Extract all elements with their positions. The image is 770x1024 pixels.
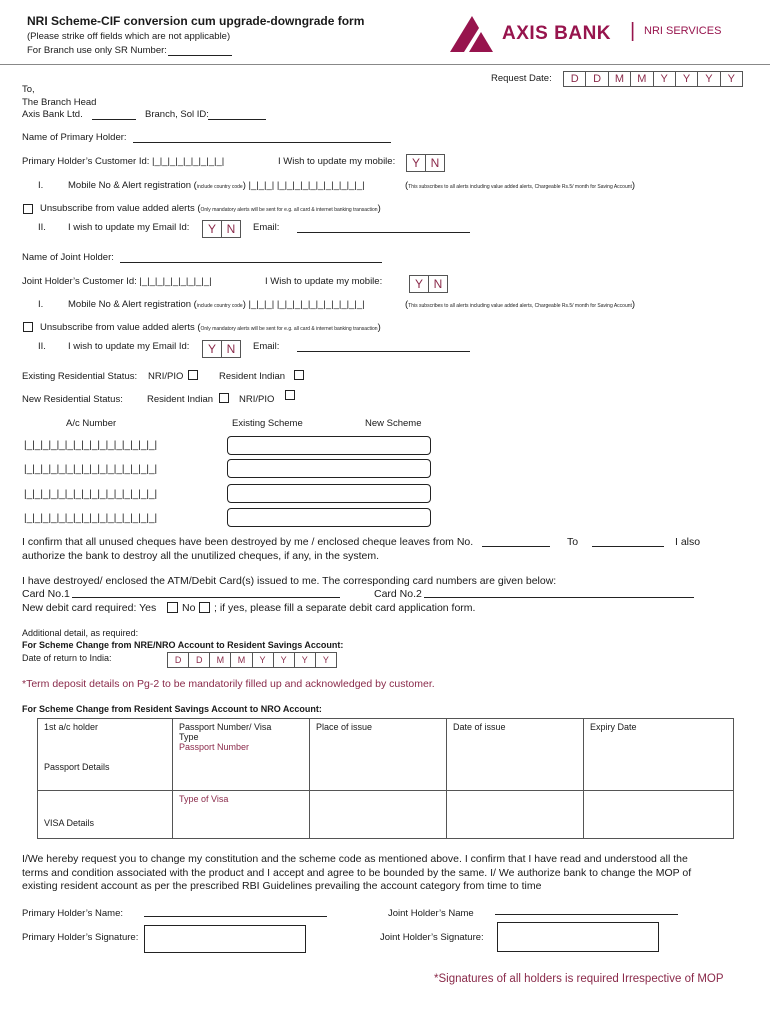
- mobile-reg-label: Mobile No & Alert registration (: [68, 180, 197, 191]
- joint-email-num: II.: [38, 341, 46, 352]
- yes-option[interactable]: Y: [407, 155, 426, 171]
- joint-name-sig-label: Joint Holder’s Name: [388, 908, 474, 919]
- mobile-digits[interactable]: ) |_|_|_| |_|_|_|_|_|_|_|_|_|_|_|: [242, 180, 365, 191]
- no-option[interactable]: N: [433, 277, 443, 291]
- date-cell[interactable]: M: [231, 653, 252, 667]
- card1-label: Card No.1: [22, 588, 70, 600]
- country-code-note: include country code: [196, 303, 243, 309]
- declaration-text: I/We hereby request you to change my constitution and the scheme code as mentioned above. I confirm that I have read and understood all the terms and condition associated with the product and I accept and agree to be bounded by the same. I/ We authorize bank to change the MOP of existing resident account as per the prescribed RBI Guidelines prevailing the account category from time to time: [22, 853, 692, 892]
- visa-details-cell: [38, 791, 173, 839]
- place-of-issue-cell[interactable]: [310, 719, 447, 791]
- request-date-label: Request Date:: [491, 73, 552, 84]
- existing-status-label: Existing Residential Status:: [22, 371, 138, 382]
- no-option[interactable]: N: [430, 156, 440, 170]
- visa-date-cell[interactable]: [447, 791, 584, 839]
- sr-number-field[interactable]: [168, 55, 232, 56]
- existing-scheme-header: Existing Scheme: [232, 418, 303, 429]
- visa-type-cell[interactable]: [173, 791, 310, 839]
- visa-place-cell[interactable]: [310, 791, 447, 839]
- passport-details-label: Passport Details: [44, 762, 110, 772]
- primary-name-sig-label: Primary Holder’s Name:: [22, 908, 124, 919]
- return-date-boxes[interactable]: [167, 652, 337, 668]
- primary-name-field[interactable]: [133, 142, 391, 143]
- primary-mobile-yn[interactable]: [406, 154, 445, 172]
- ac-number-row[interactable]: |_|_|_|_|_|_|_|_|_|_|_|_|_|_|_|_|: [24, 489, 158, 500]
- no-option[interactable]: N: [226, 222, 236, 236]
- note-close: ): [377, 322, 381, 333]
- joint-mobile-num: I.: [38, 299, 44, 310]
- existing-scheme-field[interactable]: [227, 436, 431, 455]
- form-title: NRI Scheme-CIF conversion cum upgrade-downgrade form: [27, 14, 365, 28]
- joint-unsubscribe-checkbox[interactable]: [23, 322, 33, 332]
- date-of-issue-cell[interactable]: [447, 719, 584, 791]
- note-close: ): [631, 180, 636, 191]
- date-cell[interactable]: D: [189, 653, 210, 667]
- joint-cust-id[interactable]: Joint Holder’s Customer Id: |_|_|_|_|_|_|_|_|_|: [22, 276, 212, 287]
- passport-number-cell[interactable]: [173, 719, 310, 791]
- cards-line1: I have destroyed/ enclosed the ATM/Debit Card(s) issued to me. The corresponding card numbers are given below:: [22, 575, 557, 587]
- new-nri-label: NRI/PIO: [239, 394, 275, 405]
- date-cell[interactable]: M: [210, 653, 231, 667]
- joint-email-label: I wish to update my Email Id:: [68, 341, 190, 352]
- yes-option[interactable]: Y: [203, 221, 222, 237]
- primary-sig-label: Primary Holder’s Signature:: [22, 932, 139, 943]
- request-date-boxes[interactable]: [563, 71, 743, 87]
- form-subtitle: (Please strike off fields which are not applicable): [27, 31, 231, 42]
- date-cell[interactable]: Y: [295, 653, 316, 667]
- logo-text: AXIS BANK: [502, 23, 612, 44]
- date-of-issue-header: Date of issue: [453, 722, 506, 732]
- new-scheme-header: New Scheme: [365, 418, 422, 429]
- primary-alert-note: [405, 180, 635, 191]
- header-divider: [0, 64, 770, 65]
- joint-holder-name-field[interactable]: [495, 914, 678, 915]
- existing-resident-checkbox[interactable]: [294, 370, 304, 380]
- date-cell[interactable]: D: [168, 653, 189, 667]
- passport-number-label: Passport Number: [179, 742, 250, 752]
- primary-email-yn[interactable]: [202, 220, 241, 238]
- logo-services: NRI SERVICES: [644, 25, 722, 37]
- mobile-reg-label: Mobile No & Alert registration (: [68, 299, 197, 310]
- joint-signature-box[interactable]: [497, 922, 659, 952]
- joint-email-field-label: Email:: [253, 341, 280, 352]
- new-nri-checkbox[interactable]: [285, 390, 295, 400]
- yes-option[interactable]: Y: [203, 341, 222, 357]
- visa-details-label: VISA Details: [44, 818, 95, 828]
- primary-holder-name-field[interactable]: [144, 916, 327, 917]
- place-of-issue-header: Place of issue: [316, 722, 373, 732]
- joint-email-field[interactable]: [297, 351, 470, 352]
- date-cell[interactable]: Y: [253, 653, 274, 667]
- new-resident-checkbox[interactable]: [219, 393, 229, 403]
- return-date-label: Date of return to India:: [22, 653, 112, 663]
- joint-mobile-yn[interactable]: [409, 275, 448, 293]
- logo-divider: |: [630, 20, 636, 42]
- primary-unsubscribe: [40, 203, 381, 214]
- date-cell[interactable]: Y: [676, 72, 698, 86]
- unsubscribe-label: Unsubscribe from value added alerts (: [40, 203, 201, 214]
- new-card-fill-note: ; if yes, please fill a separate debit card application form.: [214, 602, 476, 614]
- card2-field[interactable]: [424, 597, 694, 598]
- cheque-also-label: I also: [675, 536, 701, 548]
- cheques-line1: I confirm that all unused cheques have been destroyed by me / enclosed cheque leaves from No.: [22, 536, 474, 548]
- joint-unsubscribe: [40, 322, 381, 333]
- nro-heading: For Scheme Change from Resident Savings Account to NRO Account:: [22, 704, 322, 714]
- no-option[interactable]: N: [226, 342, 236, 356]
- primary-mobile-label: I Wish to update my mobile:: [278, 156, 396, 167]
- date-cell[interactable]: Y: [654, 72, 676, 86]
- new-resident-label: Resident Indian: [147, 394, 214, 405]
- visa-expiry-cell[interactable]: [584, 791, 734, 839]
- existing-nri-label: NRI/PIO: [148, 371, 184, 382]
- signature-footer-note: *Signatures of all holders is required Irrespective of MOP: [434, 973, 724, 985]
- nro-passport-table: [37, 718, 734, 839]
- holder-label: 1st a/c holder: [44, 722, 99, 732]
- new-status-label: New Residential Status:: [22, 394, 123, 405]
- primary-email-num: II.: [38, 222, 46, 233]
- primary-email-label: I wish to update my Email Id:: [68, 222, 190, 233]
- mobile-digits[interactable]: ) |_|_|_| |_|_|_|_|_|_|_|_|_|_|_|: [242, 299, 365, 310]
- new-card-yes-checkbox[interactable]: [167, 602, 178, 613]
- ac-number-row[interactable]: |_|_|_|_|_|_|_|_|_|_|_|_|_|_|_|_|: [24, 513, 158, 524]
- ac-number-header: A/c Number: [66, 418, 117, 429]
- expiry-date-header: Expiry Date: [590, 722, 637, 732]
- new-card-label: New debit card required: Yes: [22, 602, 157, 614]
- existing-scheme-field[interactable]: [227, 484, 431, 503]
- term-deposit-note: *Term deposit details on Pg-2 to be mandatorily filled up and acknowledged by customer.: [22, 678, 435, 690]
- note-open: (: [405, 299, 409, 310]
- joint-name-field[interactable]: [120, 262, 382, 263]
- address-bank: Axis Bank Ltd.: [22, 109, 83, 120]
- joint-sig-label: Joint Holder’s Signature:: [380, 932, 484, 943]
- branch-sol-label: Branch, Sol ID:: [145, 109, 209, 120]
- yes-option[interactable]: Y: [410, 276, 429, 292]
- existing-resident-label: Resident Indian: [219, 371, 286, 382]
- joint-name-label: Name of Joint Holder:: [22, 252, 114, 263]
- address-head: The Branch Head: [22, 97, 97, 108]
- cheque-to-label: To: [567, 536, 579, 548]
- joint-mobile-label: I Wish to update my mobile:: [265, 276, 383, 287]
- unsubscribe-note: Only mandatory alerts will be sent for e.g. all card & internet banking transaction: [200, 326, 378, 332]
- sol-id-field[interactable]: [208, 119, 266, 120]
- date-cell[interactable]: D: [586, 72, 608, 86]
- existing-scheme-field[interactable]: [227, 459, 431, 478]
- unsubscribe-note: Only mandatory alerts will be sent for e.g. all card & internet banking transaction: [200, 207, 378, 213]
- nro-holder-cell: [38, 719, 173, 791]
- primary-signature-box[interactable]: [144, 925, 306, 953]
- passport-visa-type-header: Passport Number/ Visa Type: [179, 722, 272, 742]
- note-close: ): [631, 299, 636, 310]
- alert-note-text: This subscribes to all alerts including value added alerts, Chargeable Rs.5/ month for Saving Account: [408, 184, 632, 190]
- expiry-date-cell[interactable]: [584, 719, 734, 791]
- type-of-visa-label: Type of Visa: [179, 794, 229, 804]
- new-card-no-checkbox[interactable]: [199, 602, 210, 613]
- cheques-line2: authorize the bank to destroy all the unutilized cheques, if any, in the system.: [22, 550, 380, 562]
- card2-label: Card No.2: [374, 588, 422, 600]
- ac-number-row[interactable]: |_|_|_|_|_|_|_|_|_|_|_|_|_|_|_|_|: [24, 440, 158, 451]
- cheque-to-field[interactable]: [592, 546, 664, 547]
- existing-scheme-field[interactable]: [227, 508, 431, 527]
- note-close: ): [377, 203, 381, 214]
- bank-name-field[interactable]: [92, 119, 136, 120]
- primary-cust-id[interactable]: Primary Holder’s Customer Id: |_|_|_|_|_|_|_|_|_|: [22, 156, 225, 167]
- nre-heading: For Scheme Change from NRE/NRO Account to Resident Savings Account:: [22, 640, 344, 650]
- date-cell[interactable]: Y: [274, 653, 295, 667]
- primary-name-label: Name of Primary Holder:: [22, 132, 127, 143]
- joint-email-yn[interactable]: [202, 340, 241, 358]
- additional-heading: Additional detail, as required:: [22, 628, 139, 638]
- new-card-no-label: No: [182, 602, 196, 614]
- primary-email-field-label: Email:: [253, 222, 280, 233]
- date-cell[interactable]: Y: [727, 73, 735, 85]
- joint-alert-note: [405, 299, 635, 310]
- branch-use-label: For Branch use only SR Number:: [27, 45, 167, 56]
- address-to: To,: [22, 84, 35, 95]
- date-cell[interactable]: D: [564, 72, 586, 86]
- axis-bank-logo: [448, 14, 748, 56]
- primary-email-field[interactable]: [297, 232, 470, 233]
- date-cell[interactable]: M: [609, 72, 631, 86]
- date-cell[interactable]: M: [631, 72, 653, 86]
- primary-mobile-num: I.: [38, 180, 44, 191]
- cheque-from-field[interactable]: [482, 546, 550, 547]
- joint-mobile-reg[interactable]: [68, 299, 365, 310]
- unsubscribe-label: Unsubscribe from value added alerts (: [40, 322, 201, 333]
- date-cell[interactable]: Y: [698, 72, 720, 86]
- alert-note-text: This subscribes to all alerts including value added alerts, Chargeable Rs.5/ month for Saving Account: [408, 303, 632, 309]
- primary-mobile-reg[interactable]: [68, 180, 365, 191]
- note-open: (: [405, 180, 409, 191]
- axis-logo-icon: [448, 14, 504, 54]
- primary-unsubscribe-checkbox[interactable]: [23, 204, 33, 214]
- ac-number-row[interactable]: |_|_|_|_|_|_|_|_|_|_|_|_|_|_|_|_|: [24, 464, 158, 475]
- country-code-note: include country code: [196, 184, 243, 190]
- existing-nri-checkbox[interactable]: [188, 370, 198, 380]
- date-cell[interactable]: Y: [322, 655, 329, 665]
- card1-field[interactable]: [72, 597, 340, 598]
